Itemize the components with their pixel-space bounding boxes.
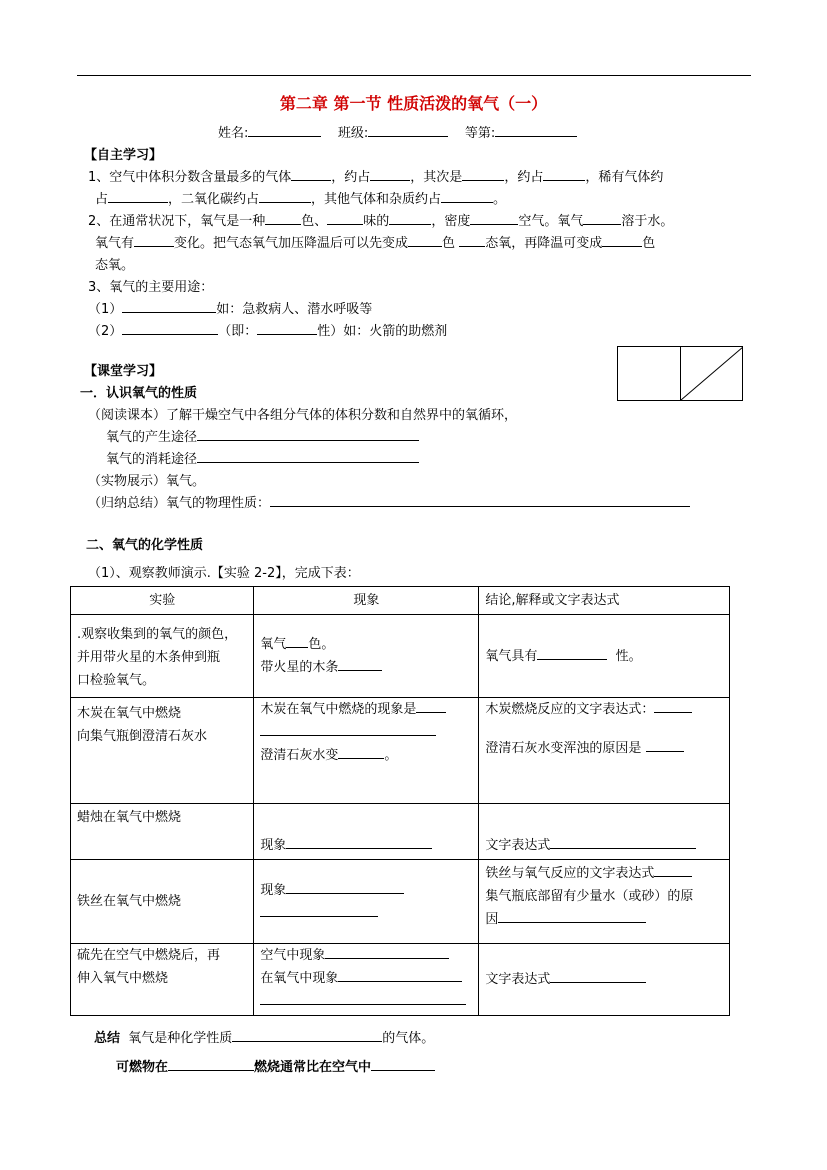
blank[interactable] bbox=[646, 737, 684, 752]
phenomenon-cell: 现象 bbox=[254, 804, 479, 860]
blank[interactable] bbox=[462, 166, 504, 181]
experiment-cell: 蜡烛在氧气中燃烧 bbox=[71, 804, 254, 860]
blank[interactable] bbox=[338, 967, 462, 982]
summary-line: 总结 氧气是种化学性质 的气体。 bbox=[94, 1027, 434, 1046]
show-item: （实物展示）氧气。 bbox=[88, 474, 206, 489]
blank[interactable] bbox=[389, 210, 431, 225]
blank[interactable] bbox=[583, 210, 621, 225]
phenomenon-cell: 氧气 色。 带火星的木条 bbox=[254, 615, 479, 698]
name-blank[interactable] bbox=[248, 122, 321, 137]
question-3: 3、氧气的主要用途： bbox=[88, 280, 214, 295]
blank[interactable] bbox=[370, 166, 410, 181]
use-1: （1） 如：急救病人、潜水呼吸等 bbox=[88, 298, 372, 317]
experiment-cell: 硫先在空气中燃烧后，再 伸入氧气中燃烧 bbox=[71, 944, 254, 1016]
blank[interactable] bbox=[416, 698, 446, 713]
combustion-comparison: 可燃物在 燃烧通常比在空气中 bbox=[116, 1056, 435, 1075]
reading-instruction: （阅读课本）了解干燥空气中各组分气体的体积分数和自然界中的氧循环， bbox=[88, 408, 518, 423]
blank[interactable] bbox=[550, 834, 696, 849]
blank[interactable] bbox=[270, 492, 690, 507]
question-2-line2: 氧气有 变化。把气态氧气加压降温后可以先变成 色 态氧，再降温可变成 色 bbox=[95, 232, 655, 251]
blank[interactable] bbox=[122, 298, 216, 313]
blank[interactable] bbox=[543, 166, 585, 181]
experiment-cell: .观察收集到的氧气的颜色， 并用带火星的木条伸到瓶 口检验氧气。 bbox=[71, 615, 254, 698]
rank-blank[interactable] bbox=[495, 122, 577, 137]
blank[interactable] bbox=[265, 210, 301, 225]
blank[interactable] bbox=[470, 210, 518, 225]
class-label: 班级: bbox=[337, 126, 369, 141]
table-row bbox=[71, 804, 730, 860]
section-1-heading: 一．认识氧气的性质 bbox=[80, 386, 198, 401]
experiment-cell: 木炭在氧气中燃烧 向集气瓶倒澄清石灰水 bbox=[71, 698, 254, 804]
page-title: 第二章 第一节 性质活泼的氧气（一） bbox=[279, 94, 548, 113]
question-2-line3: 态氧。 bbox=[95, 258, 135, 273]
conclusion-cell: 铁丝与氧气反应的文字表达式 集气瓶底部留有少量水（或砂）的原 因 bbox=[479, 860, 730, 944]
blank[interactable] bbox=[286, 633, 308, 648]
blank[interactable] bbox=[134, 232, 174, 247]
question-2-line1: 2、在通常状况下，氧气是一种 色、 味的 ，密度 空气。氧气 溶于水。 bbox=[88, 210, 673, 229]
blank[interactable] bbox=[654, 698, 692, 713]
question-1-line1: 1、空气中体积分数含量最多的气体 ，约占 ，其次是 ，约占 ，稀有气体约 bbox=[88, 166, 663, 185]
blank[interactable] bbox=[197, 448, 419, 463]
table-row bbox=[71, 860, 730, 944]
header-conclusion: 结论,解释或文字表达式 bbox=[479, 587, 730, 615]
physical-properties: （归纳总结）氧气的物理性质： bbox=[88, 492, 690, 511]
table-header-row bbox=[71, 587, 730, 615]
conclusion-cell: 文字表达式 bbox=[479, 944, 730, 1016]
blank[interactable] bbox=[550, 968, 646, 983]
blank[interactable] bbox=[338, 744, 384, 759]
blank[interactable] bbox=[441, 188, 493, 203]
blank[interactable] bbox=[654, 862, 692, 877]
blank[interactable] bbox=[408, 232, 442, 247]
blank[interactable] bbox=[286, 879, 404, 894]
header-phenomenon: 现象 bbox=[254, 587, 479, 615]
student-info-row bbox=[218, 122, 577, 141]
section-2-heading: 二、氧气的化学性质 bbox=[86, 538, 204, 553]
blank[interactable] bbox=[260, 902, 378, 917]
class-study-heading: 【课堂学习】 bbox=[84, 364, 163, 379]
header-experiment: 实验 bbox=[71, 587, 254, 615]
blank[interactable] bbox=[122, 320, 218, 335]
rank-label: 等第: bbox=[464, 126, 496, 141]
oxygen-consumption: 氧气的消耗途径 bbox=[106, 448, 419, 467]
blank[interactable] bbox=[459, 232, 485, 247]
oxygen-production: 氧气的产生途径 bbox=[106, 426, 419, 445]
blank[interactable] bbox=[168, 1056, 254, 1071]
blank[interactable] bbox=[259, 188, 311, 203]
blank[interactable] bbox=[537, 645, 607, 660]
blank[interactable] bbox=[338, 656, 382, 671]
table-row bbox=[71, 944, 730, 1016]
blank[interactable] bbox=[371, 1056, 435, 1071]
table-row bbox=[71, 615, 730, 698]
blank[interactable] bbox=[291, 166, 331, 181]
blank[interactable] bbox=[602, 232, 642, 247]
phenomenon-cell: 现象 bbox=[254, 860, 479, 944]
class-blank[interactable] bbox=[368, 122, 448, 137]
blank[interactable] bbox=[232, 1027, 382, 1042]
summary-label: 总结 bbox=[94, 1031, 121, 1046]
self-study-heading: 【自主学习】 bbox=[84, 148, 163, 163]
observe-instruction: （1）、观察教师演示.【实验 2-2】，完成下表： bbox=[88, 566, 360, 581]
experiment-table bbox=[70, 586, 730, 1016]
question-1-line2: 占 ，二氧化碳约占 ，其他气体和杂质约占 。 bbox=[95, 188, 506, 207]
blank[interactable] bbox=[286, 834, 432, 849]
score-box-diagonal bbox=[681, 347, 743, 400]
blank[interactable] bbox=[498, 908, 646, 923]
experiment-cell: 铁丝在氧气中燃烧 bbox=[71, 860, 254, 944]
header-rule bbox=[77, 75, 751, 76]
blank[interactable] bbox=[325, 944, 449, 959]
conclusion-cell: 木炭燃烧反应的文字表达式： 澄清石灰水变浑浊的原因是 bbox=[479, 698, 730, 804]
blank[interactable] bbox=[197, 426, 419, 441]
blank[interactable] bbox=[327, 210, 363, 225]
score-box bbox=[617, 346, 743, 401]
blank[interactable] bbox=[260, 721, 436, 736]
table-row bbox=[71, 698, 730, 804]
blank[interactable] bbox=[108, 188, 168, 203]
conclusion-cell: 氧气具有 性。 bbox=[479, 615, 730, 698]
conclusion-cell: 文字表达式 bbox=[479, 804, 730, 860]
blank[interactable] bbox=[260, 990, 466, 1005]
use-2: （2） （即： 性）如：火箭的助燃剂 bbox=[88, 320, 447, 339]
phenomenon-cell: 空气中现象 在氧气中现象 bbox=[254, 944, 479, 1016]
blank[interactable] bbox=[257, 320, 317, 335]
phenomenon-cell: 木炭在氧气中燃烧的现象是 澄清石灰水变 。 bbox=[254, 698, 479, 804]
name-label: 姓名: bbox=[218, 126, 249, 141]
